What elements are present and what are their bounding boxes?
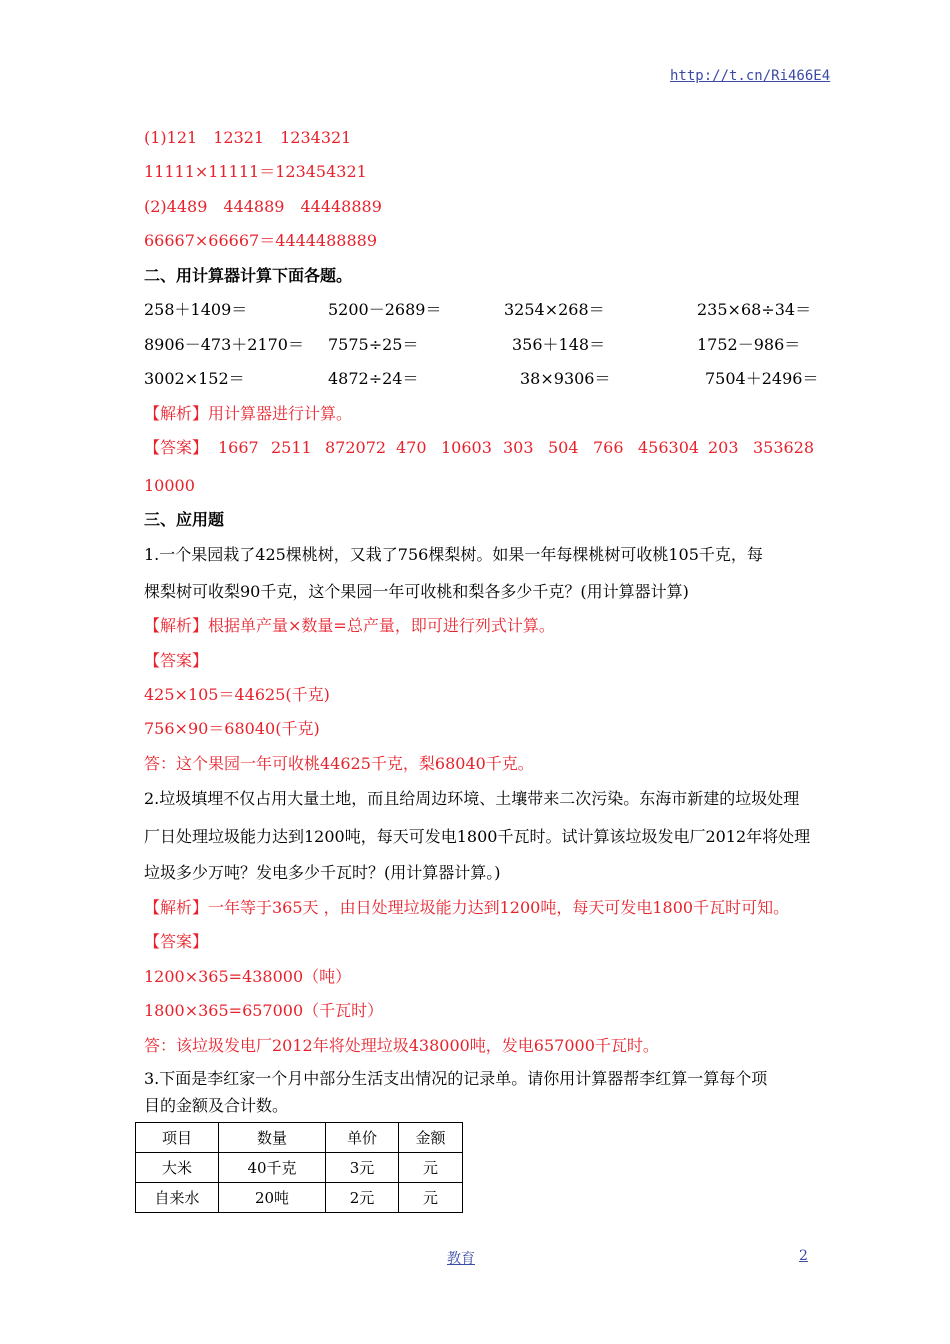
calc-problem: 1752－986＝ bbox=[697, 335, 801, 354]
calc-problem: 235×68÷34＝ bbox=[697, 300, 812, 319]
table-cell: 自来水 bbox=[136, 1183, 219, 1213]
q2-text-line-2: 厂日处理垃圾能力达到1200吨，每天可发电1800千瓦时。试计算该垃圾发电厂2012年将处理 bbox=[144, 827, 811, 846]
q2-answer-label: 【答案】 bbox=[144, 932, 209, 951]
q3-text-line-2: 目的金额及合计数。 bbox=[144, 1096, 289, 1115]
answer-value: 470 bbox=[396, 438, 427, 457]
answer-line-3: (2)4489 444889 44448889 bbox=[144, 197, 382, 216]
expense-table bbox=[135, 1122, 463, 1213]
section-2-title: 二、用计算器计算下面各题。 bbox=[144, 266, 353, 285]
section-2-answer-label: 【答案】 bbox=[144, 438, 209, 457]
q2-calc-2: 1800×365=657000（千瓦时） bbox=[144, 1001, 384, 1020]
table-row bbox=[136, 1153, 463, 1183]
calc-problem: 258＋1409＝ bbox=[144, 300, 248, 319]
page-number[interactable]: 2 bbox=[799, 1248, 808, 1264]
answer-line-4: 66667×66667＝4444488889 bbox=[144, 231, 378, 250]
table-cell: 3元 bbox=[326, 1153, 399, 1183]
calc-problem: 5200－2689＝ bbox=[328, 300, 442, 319]
calc-problem: 3002×152＝ bbox=[144, 369, 245, 388]
section-3-title: 三、应用题 bbox=[144, 510, 225, 529]
answer-value: 456304 bbox=[638, 438, 700, 457]
q1-calc-1: 425×105＝44625(千克) bbox=[144, 685, 330, 704]
table-cell: 20吨 bbox=[219, 1183, 326, 1213]
q1-answer-label: 【答案】 bbox=[144, 651, 209, 670]
answer-value: 2511 bbox=[271, 438, 312, 457]
table-header-cell: 项目 bbox=[136, 1123, 219, 1153]
calc-problem: 7575÷25＝ bbox=[328, 335, 419, 354]
answer-value: 504 bbox=[548, 438, 579, 457]
calc-problem: 356＋148＝ bbox=[512, 335, 606, 354]
table-cell: 元 bbox=[399, 1153, 463, 1183]
answer-value: 303 bbox=[503, 438, 534, 457]
table-cell: 2元 bbox=[326, 1183, 399, 1213]
table-row bbox=[136, 1183, 463, 1213]
table-header-cell: 数量 bbox=[219, 1123, 326, 1153]
q1-analysis: 【解析】根据单产量×数量=总产量，即可进行列式计算。 bbox=[144, 616, 555, 635]
answer-value: 10603 bbox=[441, 438, 492, 457]
header-url-link[interactable]: http://t.cn/Ri466E4 bbox=[670, 68, 831, 84]
calc-problem: 8906－473＋2170＝ bbox=[144, 335, 304, 354]
q1-text-line-2: 棵梨树可收梨90千克，这个果园一年可收桃和梨各多少千克？(用计算器计算) bbox=[144, 582, 689, 601]
section-2-analysis: 【解析】用计算器进行计算。 bbox=[144, 404, 353, 423]
table-cell: 40千克 bbox=[219, 1153, 326, 1183]
table-cell: 大米 bbox=[136, 1153, 219, 1183]
q3-text-line-1: 3.下面是李红家一个月中部分生活支出情况的记录单。请你用计算器帮李红算一算每个项 bbox=[144, 1069, 768, 1088]
q2-analysis: 【解析】一年等于365天 ，由日处理垃圾能力达到1200吨，每天可发电1800千瓦时可知。 bbox=[144, 898, 790, 917]
calc-problem: 7504＋2496＝ bbox=[705, 369, 819, 388]
table-header-cell: 金额 bbox=[399, 1123, 463, 1153]
answer-value: 766 bbox=[593, 438, 624, 457]
calc-problem: 3254×268＝ bbox=[504, 300, 605, 319]
q1-reply: 答：这个果园一年可收桃44625千克，梨68040千克。 bbox=[144, 754, 534, 773]
q2-calc-1: 1200×365=438000（吨） bbox=[144, 967, 352, 986]
answer-line-2: 11111×11111＝123454321 bbox=[144, 162, 367, 181]
q1-text-line-1: 1.一个果园栽了425棵桃树，又栽了756棵梨树。如果一年每棵桃树可收桃105千克，每 bbox=[144, 545, 763, 564]
q2-reply: 答：该垃圾发电厂2012年将处理垃圾438000吨，发电657000千瓦时。 bbox=[144, 1036, 659, 1055]
table-cell: 元 bbox=[399, 1183, 463, 1213]
calc-problem: 4872÷24＝ bbox=[328, 369, 419, 388]
q2-text-line-1: 2.垃圾填埋不仅占用大量土地，而且给周边环境、土壤带来二次污染。东海市新建的垃圾处理 bbox=[144, 789, 800, 808]
table-header-cell: 单价 bbox=[326, 1123, 399, 1153]
answer-value: 203 bbox=[708, 438, 739, 457]
q2-text-line-3: 垃圾多少万吨？发电多少千瓦时？(用计算器计算。) bbox=[144, 863, 501, 882]
answer-line-1: (1)121 12321 1234321 bbox=[144, 128, 352, 147]
table-header-row bbox=[136, 1123, 463, 1153]
answer-value: 1667 bbox=[218, 438, 259, 457]
answer-value: 353628 bbox=[753, 438, 815, 457]
footer-link[interactable]: 教育 bbox=[447, 1251, 475, 1267]
calc-problem: 38×9306＝ bbox=[520, 369, 611, 388]
q1-calc-2: 756×90＝68040(千克) bbox=[144, 719, 320, 738]
answer-value: 10000 bbox=[144, 476, 195, 495]
answer-value: 872072 bbox=[325, 438, 387, 457]
